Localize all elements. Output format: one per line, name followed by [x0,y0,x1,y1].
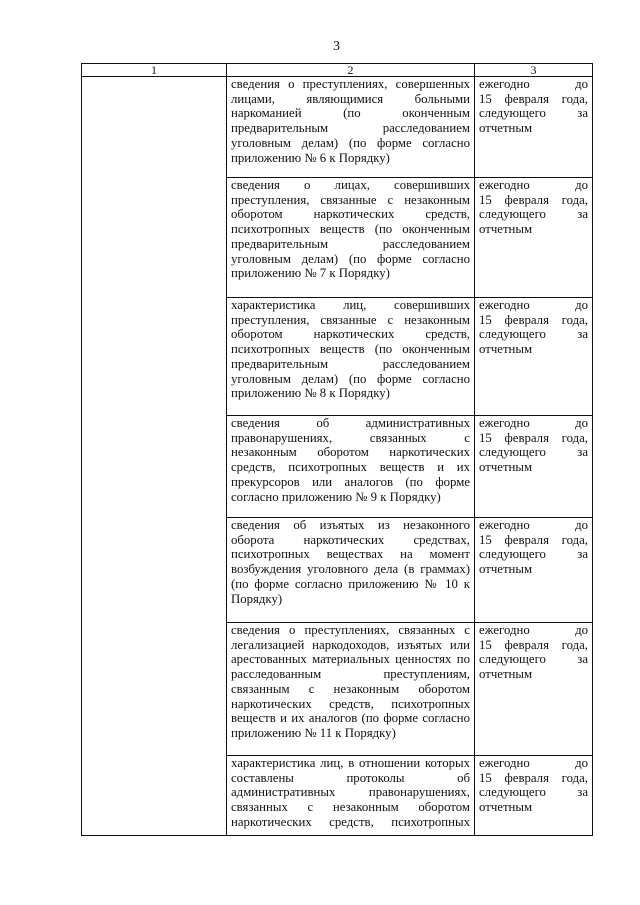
description-line: приложению № 8 к Порядку) [231,386,390,401]
description-line: незаконным оборотом наркотических [231,445,470,460]
report-description [226,622,474,755]
description-line: сведения о преступлениях, связанных с [231,623,470,637]
deadline-line: 15 февраля года, [479,532,588,547]
description-line: легализацией наркодоходов, изъятых или [231,637,470,652]
description-line: уголовным делам) (по форме согласно [231,371,470,386]
description-line: прекурсоров или аналогов (по форме [231,474,470,489]
deadline-line: 15 февраля года, [479,312,588,327]
deadline-line: ежегодно до [479,178,588,192]
deadline [474,177,592,297]
report-description [226,755,474,835]
deadline-line: отчетным [479,460,533,475]
description-line: связанных с незаконным оборотом [231,800,470,815]
deadline-line: ежегодно до [479,518,588,532]
deadline-line: следующего за [479,652,588,667]
deadline [474,755,592,835]
description-line: психотропных веществ (по оконченным [231,222,470,237]
deadline-line: отчетным [479,121,533,136]
description-line: преступления, связанные с незаконным [231,312,470,327]
description-line: характеристика лиц, в отношении которых [231,756,470,770]
description-line: возбуждения уголовного дела (в граммах) [231,562,470,577]
description-line: оборотом наркотических средств, [231,327,470,342]
deadline-line: 15 февраля года, [479,430,588,445]
deadline-line: 15 февраля года, [479,91,588,106]
description-line: психотропных веществах на момент [231,547,470,562]
description-line: приложению № 11 к Порядку) [231,725,396,740]
deadline [474,415,592,517]
deadline-line: следующего за [479,445,588,460]
description-line: оборотом наркотических средств, [231,207,470,222]
deadline-line: следующего за [479,106,588,121]
deadline-line: ежегодно до [479,298,588,312]
deadline-line: отчетным [479,562,533,577]
deadline-line: отчетным [479,222,533,237]
description-line: (по форме согласно приложению № 10 к [231,576,470,591]
description-line: сведения о лицах, совершивших [231,178,470,192]
description-line: оборота наркотических средствах, [231,532,470,547]
description-line: преступления, связанные с незаконным [231,192,470,207]
deadline-line: следующего за [479,327,588,342]
description-line: сведения об изъятых из незаконного [231,518,470,532]
description-line: согласно приложению № 9 к Порядку) [231,489,441,504]
description-line: сведения о преступлениях, совершенных [231,77,470,91]
header-cell-1: 1 [81,63,226,76]
description-line: сведения об административных [231,416,470,430]
description-line: уголовным делам) (по форме согласно [231,135,470,150]
deadline-line: ежегодно до [479,77,588,91]
report-description [226,177,474,297]
description-line: составлены протоколы об [231,770,470,785]
deadline-line: отчетным [479,667,533,682]
description-line: арестованных материальных ценностях по [231,652,470,667]
description-line: связанным с незаконным оборотом [231,681,470,696]
description-line: расследованным преступлениям, [231,667,470,682]
deadline-line: 15 февраля года, [479,192,588,207]
description-line: наркоманией (по оконченным [231,106,470,121]
column-1-cell [81,76,226,835]
report-description [226,297,474,415]
deadline-line: ежегодно до [479,756,588,770]
description-line: лицами, являющимися больными [231,91,470,106]
description-line: административных правонарушениях, [231,785,470,800]
description-line: характеристика лиц, совершивших [231,298,470,312]
deadline [474,517,592,622]
description-line: наркотических средств, психотропных [231,814,470,829]
deadline [474,622,592,755]
header-cell-3: 3 [474,63,592,76]
deadline-line: 15 февраля года, [479,770,588,785]
deadline-line: следующего за [479,785,588,800]
deadline-line: следующего за [479,207,588,222]
description-line: веществ и их аналогов (по форме согласно [231,711,470,726]
report-table [81,63,593,836]
deadline-line: следующего за [479,547,588,562]
description-line: предварительным расследованием [231,121,470,136]
report-description [226,76,474,177]
description-line: уголовным делам) (по форме согласно [231,251,470,266]
description-line: предварительным расследованием [231,236,470,251]
header-cell-2: 2 [226,63,474,76]
deadline-line: ежегодно до [479,623,588,637]
description-line: средств, психотропных веществ и их [231,460,470,475]
description-line: Порядку) [231,591,283,606]
description-line: приложению № 6 к Порядку) [231,150,390,165]
deadline-line: отчетным [479,342,533,357]
deadline-line: ежегодно до [479,416,588,430]
report-description [226,415,474,517]
description-line: приложению № 7 к Порядку) [231,266,390,281]
description-line: предварительным расследованием [231,356,470,371]
description-line: психотропных веществ (по оконченным [231,342,470,357]
description-line: наркотических средств, психотропных [231,696,470,711]
report-description [226,517,474,622]
deadline-line: отчетным [479,800,533,815]
description-line: правонарушениях, связанных с [231,430,470,445]
deadline [474,76,592,177]
deadline [474,297,592,415]
deadline-line: 15 февраля года, [479,637,588,652]
page-number: 3 [333,39,340,54]
